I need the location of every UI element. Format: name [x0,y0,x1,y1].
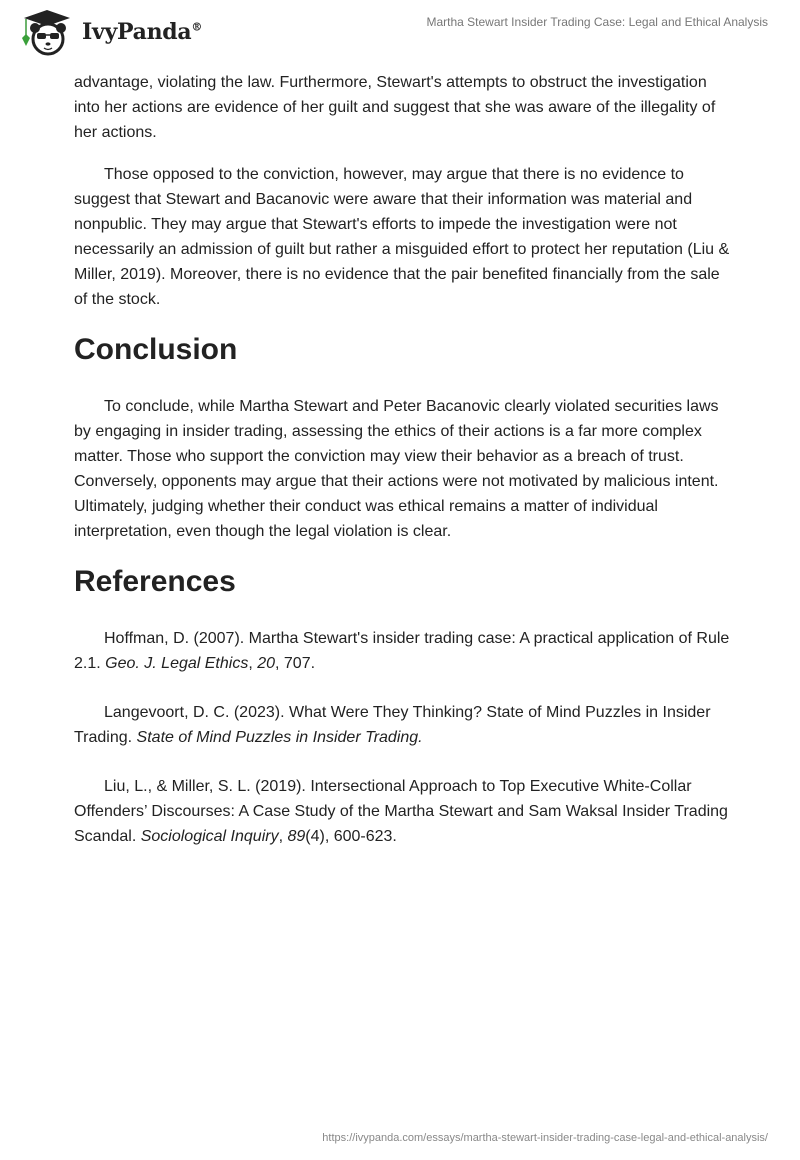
ivypanda-logo[interactable] [18,8,202,56]
reference-item: Langevoort, D. C. (2023). What Were They Thinking? State of Mind Puzzles in Insider Trading. State of Mind Puzzles in Insider Trading. [74,704,711,746]
logo-text: IvyPanda® [82,19,203,45]
paragraph: Those opposed to the conviction, however, may argue that there is no evidence to suggest that Stewart and Bacanovic were aware that their information was material and nonpublic. They may argue that Stewart's efforts to impede the investigation were not necessarily an admission of guilt but rather a misguided effort to protect her reputation (Liu & Miller, 2019). Moreover, there is no evidence that the pair benefited financially from the sale of the stock. [74,166,730,308]
conclusion-heading: Conclusion [74,333,238,366]
source-url[interactable]: https://ivypanda.com/essays/martha-stewart-insider-trading-case-legal-and-ethical-analysis/ [322,1132,768,1144]
reference-item: Liu, L., & Miller, S. L. (2019). Intersectional Approach to Top Executive White-Collar Offenders’ Discourses: A Case Study of the Martha Stewart and Sam Waksal Insider Trading Scandal. Sociological Inquiry, 89(4), 600-623. [74,778,728,845]
page-header [0,0,800,60]
reference-item: Hoffman, D. (2007). Martha Stewart's insider trading case: A practical application of Rule 2.1. Geo. J. Legal Ethics, 20, 707. [74,630,730,672]
panda-graduate-icon [18,8,76,56]
essay-content [74,70,730,873]
document-title: Martha Stewart Insider Trading Case: Legal and Ethical Analysis [426,15,768,29]
conclusion-paragraph: To conclude, while Martha Stewart and Peter Bacanovic clearly violated securities laws by engaging in insider trading, assessing the ethics of their actions is a far more complex matter. Those who support the conviction may view their behavior as a breach of trust. Conversely, opponents may argue that their actions were not motivated by malicious intent. Ultimately, judging whether their conduct was ethical remains a matter of individual interpretation, even though the legal violation is clear. [74,398,719,540]
references-heading: References [74,565,236,598]
paragraph: advantage, violating the law. Furthermore, Stewart's attempts to obstruct the investigation into her actions are evidence of her guilt and suggest that she was aware of the illegality of her actions. [74,74,716,141]
